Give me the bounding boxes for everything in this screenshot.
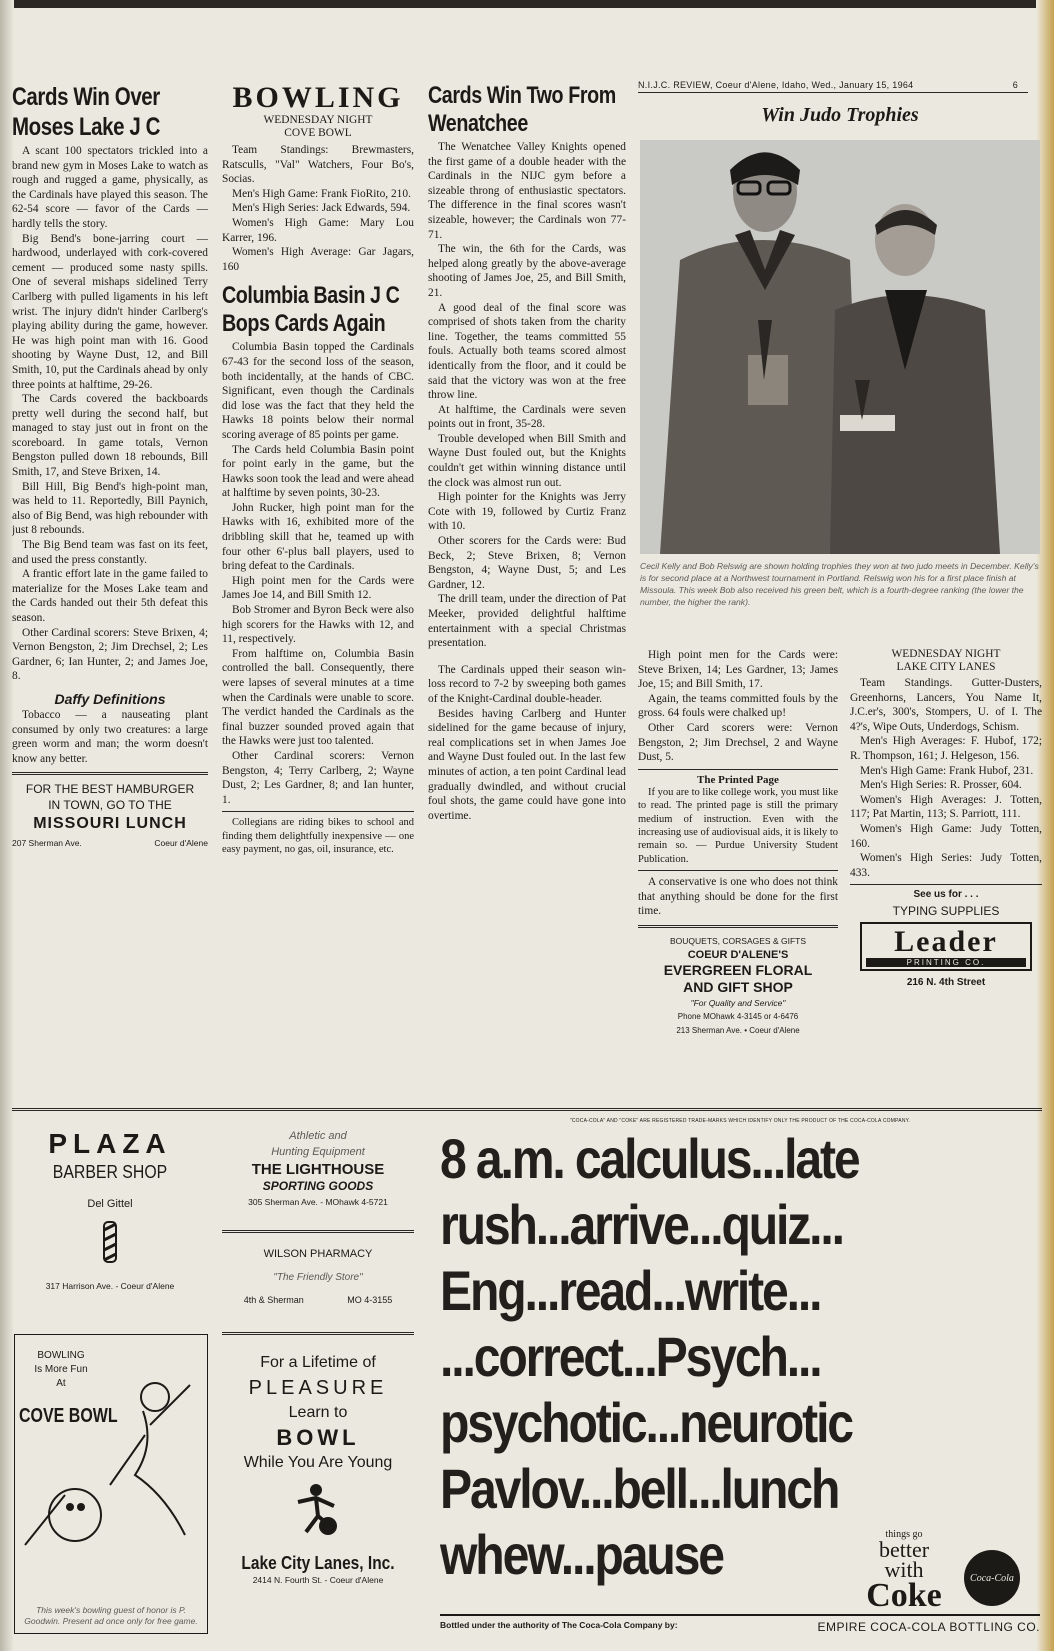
paragraph: A conservative is one who does not think that anything should be done for the first time. (638, 876, 838, 918)
conservative-filler (638, 875, 838, 919)
ad-line: IN TOWN, GO TO THE (48, 798, 172, 813)
paragraph: Team Standings: Brewmasters, Ratsculls, "Val" Watchers, Four Bo's, Socias. (222, 144, 414, 186)
coke-ad-line: rush...arrive...quiz... (440, 1193, 843, 1256)
ad-slogan: "The Friendly Store" (273, 1272, 363, 1283)
daffy-definitions-text (12, 708, 208, 766)
ad-address: 317 Harrison Ave. - Coeur d'Alene (45, 1281, 175, 1291)
ad-name: PLAZA (48, 1128, 172, 1159)
masthead-line: N.I.J.C. REVIEW, Coeur d'Alene, Idaho, Wed., January 15, 1964 (638, 80, 914, 90)
divider (638, 769, 838, 770)
ad-line: Is More Fun (34, 1364, 88, 1375)
column-4 (638, 648, 838, 1038)
bowling-subtitle: WEDNESDAY NIGHT (263, 114, 373, 126)
paragraph: Bill Hill, Big Bend's high-point man, was held to 11. Reportedly, Bill Paynich, also of Big Bend, was high rebounder with just 8 rebounds. (12, 480, 208, 537)
article-wenatchee (428, 140, 626, 823)
article-wenatchee-continued (638, 648, 838, 765)
paragraph: Again, the teams committed fouls by the gross. 64 fouls were chalked up! (638, 692, 838, 720)
ad-name: Lake City Lanes, Inc. (241, 1553, 395, 1573)
paragraph: Women's High Average: Gar Jagars, 160 (222, 246, 414, 273)
paragraph: The Big Bend team was fast on its feet, and used the press constantly. (12, 539, 208, 566)
ad-address: 2414 N. Fourth St. - Coeur d'Alene (252, 1575, 384, 1585)
headline-columbia-basin: Columbia Basin J C Bops Cards Again (222, 282, 400, 338)
paragraph: Women's High Game: Mary Lou Karrer, 196. (222, 216, 414, 244)
paragraph: Columbia Basin topped the Cardinals 67-43 for the second loss of the season, both incidentally, at the hands of CBC. Significant, even though the Cardinals did lose was the fact that they held the Hawks 18 points below their normal scoring average of 85 points per game. (222, 341, 414, 441)
masthead (638, 80, 1028, 93)
ad-subname: PRINTING CO. (866, 958, 1026, 967)
daffy-definitions-title: Daffy Definitions (54, 690, 166, 707)
ad-phone: MO 4-3155 (347, 1295, 393, 1305)
coke-slogan-line: things go (885, 1529, 923, 1540)
paragraph: Other scorers for the Cards were: Bud Beck, 2; Steve Brixen, 8; Vernon Bengston, 4; Wayne Dust, 5; and Les Gardner, 12. (428, 535, 626, 591)
page-number: 6 (1012, 80, 1018, 90)
coke-ad (440, 1126, 1040, 1636)
paragraph: A scant 100 spectators trickled into a brand new gym in Moses Lake to watch as rough and rugged a game, physically, as the Cardinals have played this season. The 62-54 score — favor of the Cards — hardly tells the story. (12, 145, 208, 230)
photo-caption: Cecil Kelly and Bob Relswig are shown holding trophies they won at two judo meets in December. Kelly's is for second place at a Northwest tournament in Portland. Relswig won his for a first place finish at Missoula. This week Bob also received his green belt, which is a fourth-degree ranking (the lower the number, the higher the rank). (640, 561, 1039, 607)
paragraph: Men's High Averages: F. Hubof, 172; R. Thompson, 161; J. Helgeson, 156. (850, 735, 1042, 762)
ad-line: COEUR D'ALENE'S (687, 948, 789, 961)
barber-pole-icon (100, 1220, 120, 1264)
coke-ad-line: ...correct...Psych... (440, 1325, 821, 1388)
bowling-lake-city-results (850, 676, 1042, 880)
ad-phone: Phone MOhawk 4-3145 or 4-6476 (677, 1011, 799, 1021)
paragraph: A frantic effort late in the game failed to materialize for the Moses Lake team and the Cards handed out their 5th defeat this season. (12, 568, 208, 624)
ad-line: PLEASURE (248, 1377, 388, 1399)
bowling-cove-results (222, 143, 414, 274)
ads-divider (12, 1108, 1042, 1111)
photo-title: Win Judo Trophies (761, 104, 919, 126)
wilson-pharmacy-ad (222, 1248, 414, 1305)
ad-owner: Del Gittel (87, 1198, 133, 1210)
ad-line: At (56, 1378, 66, 1389)
bowling-title: BOWLING (232, 82, 404, 114)
paragraph: Other Cardinal scorers: Steve Brixen, 4; Vernon Bengston, 2; Jim Drechsel, 2; Les Gardner, 6; Ian Hunter, 2; and James Joe, 8. (12, 626, 208, 683)
paragraph: From halftime on, Columbia Basin controlled the ball. Consequently, there were lapses of several minutes at a time when the Cardinals were unable to score. The verdict handed the Cardinals as the final buzzer sounded proved again that the Hawks were just too talented. (222, 647, 414, 748)
paragraph: Besides having Carlberg and Hunter sidelined for the game because of injury, real complications set in when James Joe and Wayne Dust fouled out. In the last few minutes of action, a ten point Cardinal lead gradually dwindled, and without crucial foul shots, the game could have gone into overtime. (428, 707, 626, 822)
ad-subname: BARBER SHOP (52, 1162, 168, 1182)
paragraph: A good deal of the final score was comprised of shots taken from the charity line. Together, the teams committed 55 fouls. Actually both teams scored almost identically from the floor, and it could be said that the victory was won at the free throw line. (428, 301, 626, 402)
coke-ad-line: psychotic...neurotic (440, 1391, 852, 1454)
column-5 (850, 648, 1042, 988)
paragraph: The Cardinals upped their season win-loss record to 7-2 by sweeping both games of the Knight-Cardinal double-header. (428, 663, 626, 705)
ad-address: 305 Sherman Ave. - MOhawk 4-5721 (248, 1197, 388, 1207)
ad-line: FOR THE BEST HAMBURGER (25, 782, 195, 797)
divider (638, 870, 838, 871)
paragraph: Women's High Series: Judy Totten, 433. (850, 852, 1042, 879)
bowling-subtitle: COVE BOWL (284, 127, 352, 139)
bowler-illustration (15, 1375, 209, 1565)
paragraph: The Wenatchee Valley Knights opened the first game of a double header with the Cardinals in the NIJC gym before a sizeable throng of enthusiastic spectators. The difference in the final scores wasn't sizeable, however; the Cardinals won 77-71. (428, 141, 626, 241)
paragraph: High point men for the Cards were James Joe 14, and Bill Smith 12. (222, 574, 414, 602)
bikes-filler (222, 816, 414, 856)
coke-slogan-line: with (884, 1557, 924, 1582)
coke-bottler-name: EMPIRE COCA-COLA BOTTLING CO. (817, 1620, 1040, 1634)
paragraph: The Cards covered the backboards pretty well during the second half, but managed to stay just out in front on the scoreboard. In game totals, Vernon Bengston pulled down 18 rebounds, Bill Smith, 17, and Steve Brixen, 14. (12, 393, 208, 479)
coke-slogan-line: Coke (866, 1577, 942, 1614)
paragraph: If you are to like college work, you must like to read. The printed page is still the primary medium of instruction. Even with the increasing use of audiovisual aids, it is likely to remain so. — Purdue University Student Publication. (638, 786, 838, 865)
paragraph: Big Bend's bone-jarring court — hardwood, underlayed with cork-covered cement — produced some nasty spills. One of several mishaps sidelined Terry Carlberg with pulled ligaments in his left wrist. The injury didn't hinder Carlberg's playing ability during the game, however. He was high point man with 16. Good shooting by Wayne Dust, 12, and Bill Smith, 10, put the Cardinals ahead by only three points at halftime, 29-26. (12, 232, 208, 391)
page-top-edge (0, 0, 1054, 8)
coke-slogan (854, 1530, 954, 1612)
coke-ad-line: 8 a.m. calculus...late (440, 1127, 859, 1190)
ad-line: For a Lifetime of (260, 1354, 376, 1371)
ad-address: 4th & Sherman (243, 1295, 304, 1305)
paragraph: Women's High Averages: J. Totten, 117; Pat Martin, 113; S. Parriott, 111. (850, 793, 1042, 821)
headline-moses-lake: Cards Win Over Moses Lake J C (12, 83, 161, 141)
bowling-subtitle: WEDNESDAY NIGHT (891, 648, 1001, 660)
bowler-icon (288, 1480, 348, 1540)
printed-page-title: The Printed Page (697, 773, 779, 786)
column-2 (222, 82, 414, 857)
paragraph: High point men for the Cards were: Steve Brixen, 14; Les Gardner, 13; James Joe, 15; and Bill Smith, 17. (638, 649, 838, 691)
ad-name: AND GIFT SHOP (683, 978, 793, 995)
ad-line: TYPING SUPPLIES (892, 904, 1000, 919)
paragraph: Tobacco — a nauseating plant consumed by only two creatures: a large green worm and man; the worm doesn't know any better. (12, 708, 208, 765)
lighthouse-ad (222, 1128, 414, 1210)
coke-bottler-text: Bottled under the authority of The Coca-Cola Company by: (440, 1620, 678, 1630)
coke-ad-line: whew...pause (440, 1523, 723, 1586)
column-1 (12, 82, 208, 851)
evergreen-floral-ad (638, 934, 838, 1038)
ad-city: Coeur d'Alene (154, 838, 208, 849)
divider (850, 884, 1042, 885)
coke-slogan-line: better (878, 1537, 930, 1562)
paragraph: Women's High Game: Judy Totten, 160. (850, 822, 1042, 850)
coca-cola-logo-text: Coca-Cola (970, 1572, 1014, 1584)
paragraph: Men's High Series: Jack Edwards, 594. (232, 202, 411, 215)
ad-name: MISSOURI LUNCH (33, 815, 187, 833)
paragraph: Other Cardinal scorers: Vernon Bengston, 4; Terry Carlberg, 2; Wayne Dust, 2; Les Gardner, 8; and Ian hunter, 1. (222, 749, 414, 806)
ad-line: BOUQUETS, CORSAGES & GIFTS (669, 935, 807, 946)
divider (222, 1332, 414, 1335)
paragraph: Trouble developed when Bill Smith and Wayne Dust fouled out, but the Knights couldn't get within winning distance until the clock was almost run out. (428, 432, 626, 489)
paragraph: High pointer for the Knights was Jerry Cote with 19, followed by Curtiz Franz with 10. (428, 491, 626, 533)
column-3 (428, 82, 626, 823)
coke-trademark: "COCA-COLA" AND "COKE" ARE REGISTERED TRADE-MARKS WHICH IDENTIFY ONLY THE PRODUCT OF THE COCA-COLA COMPANY. (569, 1118, 911, 1124)
ad-name: WILSON PHARMACY (263, 1248, 373, 1260)
divider (222, 811, 414, 812)
paragraph: John Rucker, high point man for the Hawks with 16, exhibited more of the dribbling skill that he, teamed up with four other 6'-plus ball players, used to bring defeat to the Cardinals. (222, 501, 414, 573)
ad-line: Learn to (288, 1404, 348, 1421)
paragraph: Men's High Game: Frank Hubof, 231. (860, 764, 1034, 777)
ad-address: 213 Sherman Ave. • Coeur d'Alene (676, 1025, 800, 1035)
leader-printing-ad (850, 889, 1042, 988)
article-moses-lake (12, 144, 208, 684)
judo-trophies-photo (640, 140, 1040, 554)
paragraph: Team Standings. Gutter-Dusters, Greenhorns, Lancers, You Name It, J.C.er's, 300's, Stompers, U. of I. The 4?'s, Wipe Outs, Underdogs, Schism. (850, 677, 1042, 733)
lake-city-lanes-ad (222, 1352, 414, 1585)
paragraph: Collegians are riding bikes to school and finding them delightfully inexpensive — one easy payment, no gas, oil, insurance, etc. (222, 817, 414, 856)
headline-wenatchee: Cards Win Two From Wenatchee (428, 82, 616, 137)
ad-line: Hunting Equipment (271, 1146, 365, 1158)
article-columbia-basin (222, 340, 414, 807)
paragraph: Bob Stromer and Byron Beck were also high scorers for the Hawks with 12, and 11, respectively. (222, 604, 414, 646)
cove-bowl-ad (14, 1334, 208, 1634)
ad-address: 216 N. 4th Street (906, 977, 986, 989)
coca-cola-logo (964, 1550, 1020, 1606)
paragraph: Other Card scorers were: Vernon Bengston, 2; Jim Drechsel, 2 and Wayne Dust, 5. (638, 721, 838, 764)
paragraph: At halftime, the Cardinals were seven points out in front, 35-28. (428, 403, 626, 431)
plaza-barber-ad (12, 1128, 208, 1291)
ad-note: This week's bowling guest of honor is P. Goodwin. Present ad once only for free game. (24, 1605, 198, 1626)
ad-name: Leader (894, 925, 998, 959)
photo-illustration (640, 140, 1040, 554)
paragraph: The win, the 6th for the Cards, was helped along greatly by the above-average shooting of James Joe, 25, and Bill Smith, 21. (428, 243, 626, 299)
paragraph: The Cards held Columbia Basin point for point early in the game, but the Hawks soon took the lead and were ahead at halftime by seven points, 30-23. (222, 443, 414, 500)
ad-name: EVERGREEN FLORAL (663, 961, 813, 978)
paragraph: The drill team, under the direction of Pat Meeker, provided delightful halftime entertainment with a special Christmas presentation. (428, 593, 626, 650)
divider (638, 925, 838, 928)
ad-line: BOWL (276, 1425, 360, 1450)
paragraph: Men's High Series: R. Prosser, 604. (860, 779, 1022, 792)
missouri-lunch-ad (12, 781, 208, 851)
ad-line: While You Are Young (243, 1454, 393, 1471)
paragraph: Men's High Game: Frank FioRito, 210. (232, 187, 411, 200)
ad-line: Athletic and (289, 1130, 347, 1142)
ad-name: COVE BOWL (19, 1405, 118, 1427)
divider (222, 1230, 414, 1233)
divider (12, 772, 208, 775)
ad-line: BOWLING (37, 1350, 85, 1361)
ad-line: See us for . . . (913, 889, 979, 901)
ad-address: 207 Sherman Ave. (12, 838, 82, 849)
coke-bottler (440, 1614, 1040, 1634)
ad-subname: SPORTING GOODS (262, 1179, 374, 1193)
ad-name: THE LIGHTHOUSE (251, 1161, 385, 1178)
bowling-subtitle: LAKE CITY LANES (896, 661, 996, 673)
coke-ad-line: Pavlov...bell...lunch (440, 1457, 839, 1520)
ad-slogan: "For Quality and Service" (690, 997, 786, 1008)
coke-ad-line: Eng...read...write... (440, 1259, 821, 1322)
printed-page-text (638, 786, 838, 866)
